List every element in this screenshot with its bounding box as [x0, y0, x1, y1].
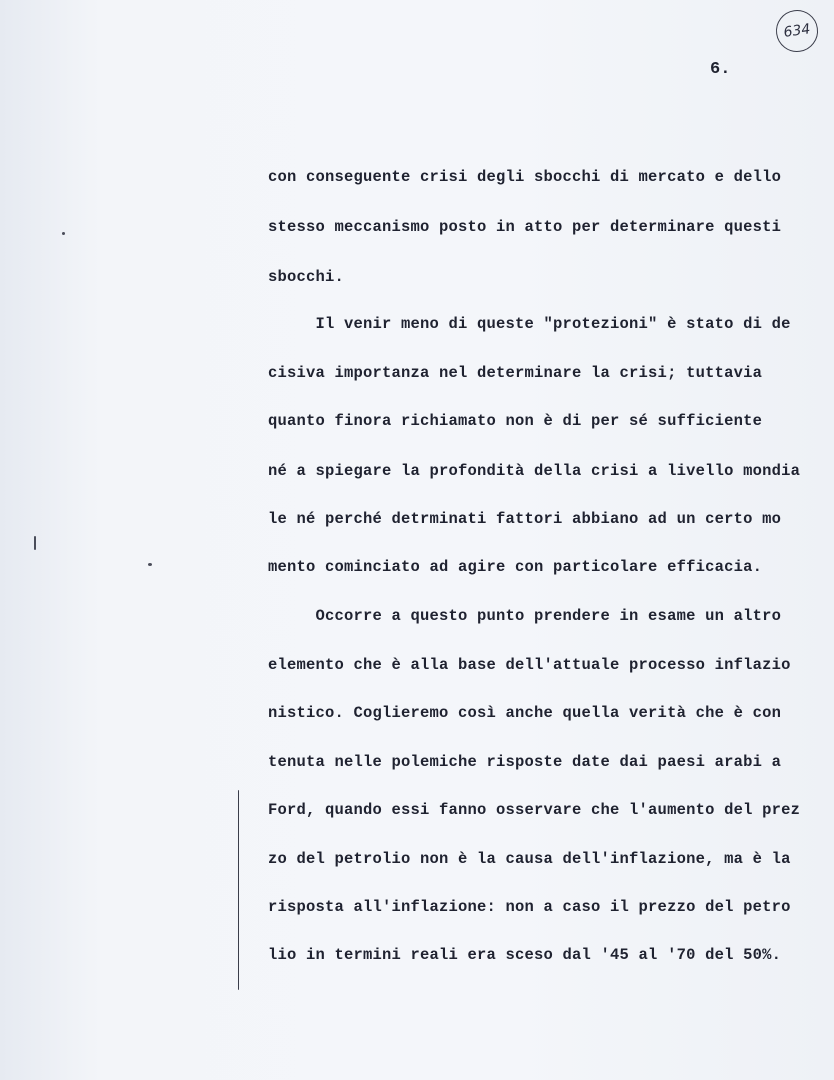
text-line: quanto finora richiamato non è di per sé sufficiente	[268, 412, 763, 430]
text-line: lio in termini reali era sceso dal '45 al '70 del 50%.	[268, 946, 782, 964]
text-line: elemento che è alla base dell'attuale processo inflazio	[268, 656, 791, 674]
ink-speck	[148, 563, 152, 566]
archive-stamp: 634	[773, 7, 820, 54]
margin-mark	[238, 790, 239, 990]
text-line: le né perché detrminati fattori abbiano ad un certo mo	[268, 510, 782, 528]
text-line: Il venir meno di queste "protezioni" è stato di de	[268, 315, 791, 333]
text-line: mento cominciato ad agire con particolare efficacia.	[268, 558, 763, 576]
text-line: né a spiegare la profondità della crisi a livello mondia	[268, 462, 801, 480]
text-line: risposta all'inflazione: non a caso il prezzo del petro	[268, 898, 791, 916]
text-line: zo del petrolio non è la causa dell'inflazione, ma è la	[268, 850, 791, 868]
text-line: sbocchi.	[268, 268, 345, 286]
text-line: tenuta nelle polemiche risposte date dai paesi arabi a	[268, 753, 782, 771]
text-line: cisiva importanza nel determinare la crisi; tuttavia	[268, 364, 763, 382]
text-line: Occorre a questo punto prendere in esame un altro	[268, 607, 782, 625]
text-line: Ford, quando essi fanno osservare che l'aumento del prez	[268, 801, 801, 819]
ink-speck	[62, 232, 65, 235]
text-line: stesso meccanismo posto in atto per determinare questi	[268, 218, 782, 236]
page-number: 6.	[710, 60, 731, 79]
ink-speck	[34, 536, 36, 550]
text-line: con conseguente crisi degli sbocchi di mercato e dello	[268, 168, 782, 186]
text-line: nistico. Coglieremo così anche quella verità che è con	[268, 704, 782, 722]
